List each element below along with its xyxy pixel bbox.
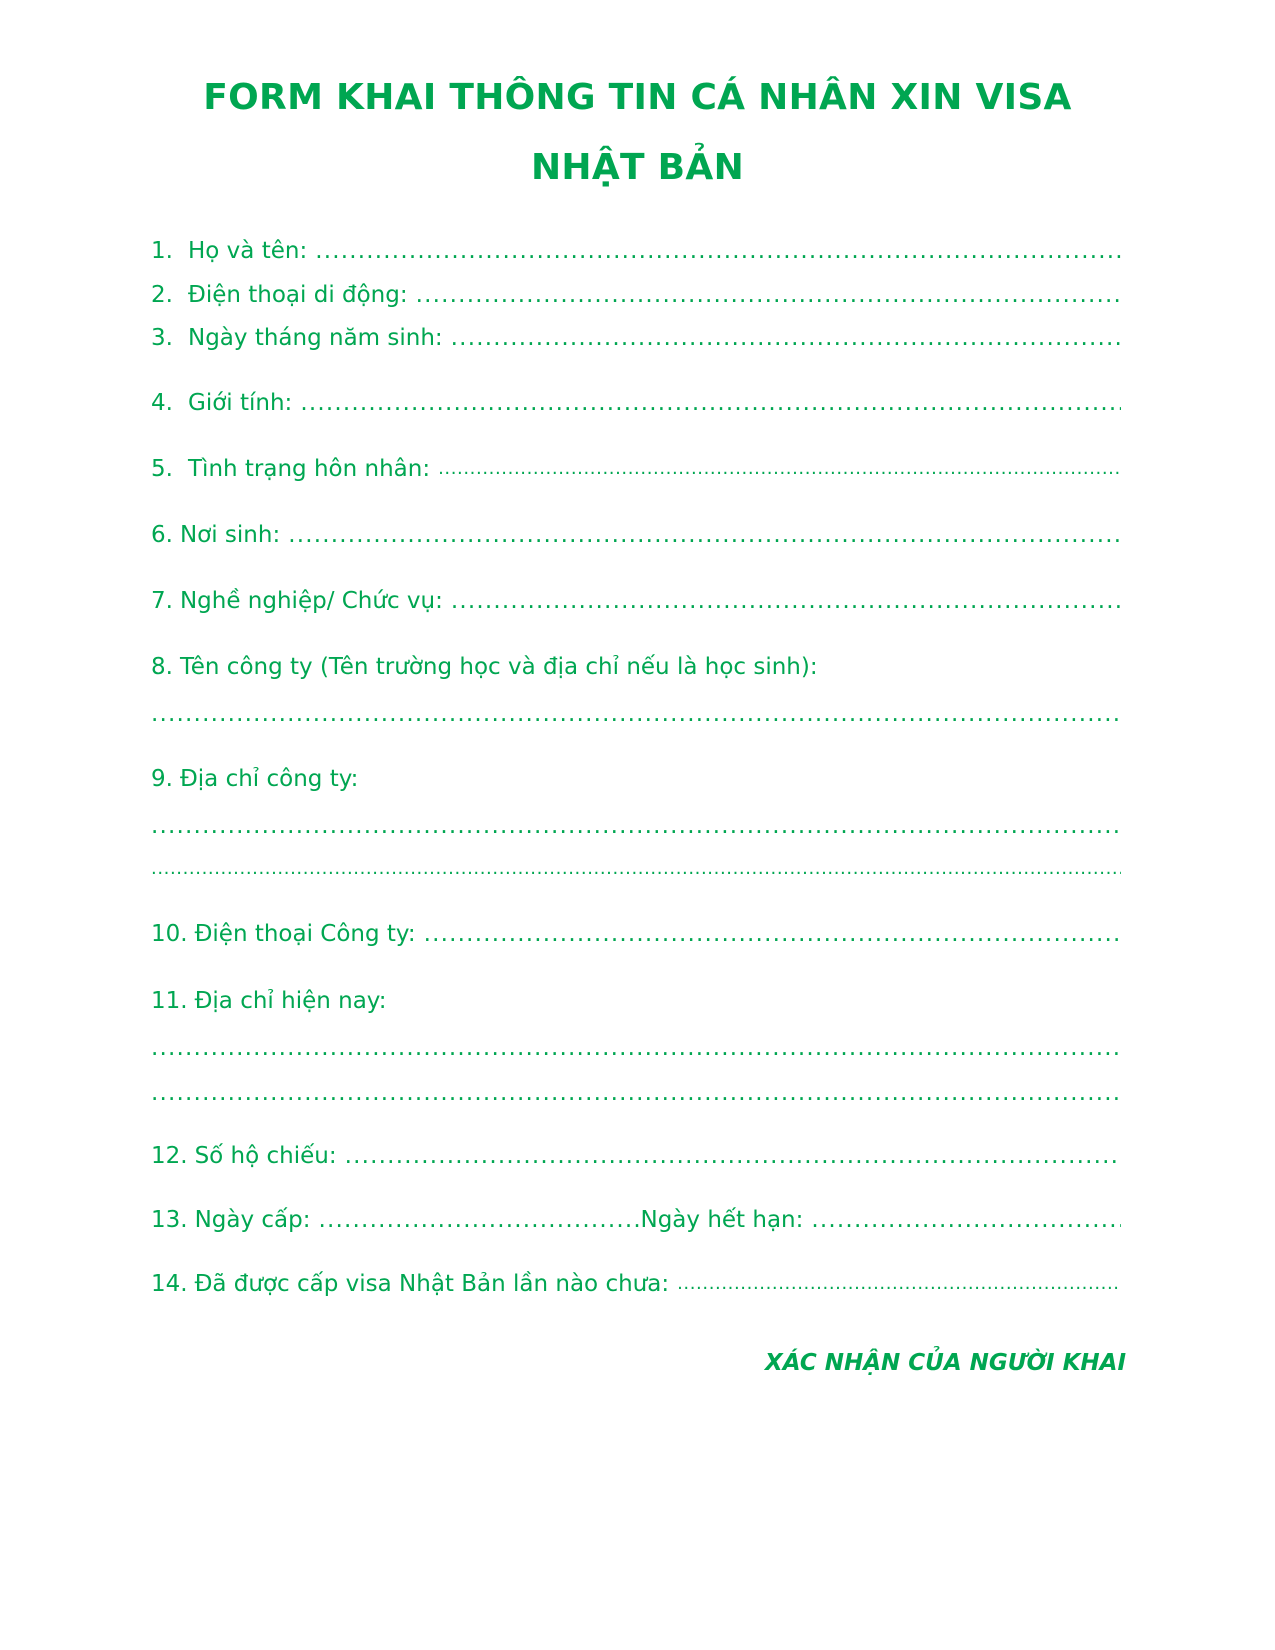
field-label-issue-date: Ngày cấp: <box>194 1207 311 1233</box>
fill-line[interactable] <box>677 1269 1121 1299</box>
field-label: Giới tính: <box>188 390 293 416</box>
fill-line[interactable] <box>151 1033 1121 1063</box>
field-label: Địa chỉ công ty: <box>179 766 359 792</box>
field-current-address <box>151 982 1121 1016</box>
fill-line[interactable] <box>288 520 1121 550</box>
fill-line[interactable] <box>300 388 1121 418</box>
field-label: Điện thoại Công ty: <box>194 921 416 947</box>
fill-line[interactable] <box>451 586 1121 616</box>
field-current-address-line-2 <box>151 1074 1121 1108</box>
field-marital-status <box>151 450 1121 484</box>
field-number: 2. <box>151 282 173 308</box>
field-number: 13. <box>151 1207 188 1233</box>
field-previous-japan-visa <box>151 1265 1121 1299</box>
field-company-address-line-2 <box>151 850 1121 884</box>
field-occupation <box>151 582 1121 616</box>
field-label: Tình trạng hôn nhân: <box>188 456 431 482</box>
fill-line-issue-date[interactable] <box>319 1205 639 1235</box>
fill-line[interactable] <box>451 323 1121 353</box>
field-number: 12. <box>151 1143 188 1169</box>
field-number: 4. <box>151 390 173 416</box>
field-current-address-line-1 <box>151 1029 1121 1063</box>
fill-line[interactable] <box>151 811 1121 841</box>
field-date-of-birth <box>151 319 1121 353</box>
field-label: Số hộ chiếu: <box>194 1143 337 1169</box>
field-full-name <box>151 232 1121 266</box>
field-number: 11. <box>151 988 188 1014</box>
field-label: Địa chỉ hiện nay: <box>194 988 387 1014</box>
field-gender <box>151 384 1121 418</box>
fill-line[interactable] <box>345 1141 1121 1171</box>
field-place-of-birth <box>151 516 1121 550</box>
fill-line[interactable] <box>416 280 1121 310</box>
field-mobile-phone <box>151 276 1121 310</box>
field-company-phone <box>151 915 1121 949</box>
field-number: 14. <box>151 1271 188 1297</box>
field-number: 8. <box>151 654 173 680</box>
field-company-address <box>151 760 1121 794</box>
field-number: 10. <box>151 921 188 947</box>
fill-line[interactable] <box>424 919 1121 949</box>
field-label: Điện thoại di động: <box>188 282 408 308</box>
field-number: 9. <box>151 766 173 792</box>
fill-line-expiry-date[interactable] <box>811 1205 1121 1235</box>
field-label: Họ và tên: <box>188 238 308 264</box>
field-label-expiry-date: Ngày hết hạn: <box>640 1207 804 1233</box>
field-label: Ngày tháng năm sinh: <box>188 325 443 351</box>
fill-line[interactable] <box>151 699 1121 729</box>
field-company-name-line <box>151 695 1121 729</box>
field-label: Nghề nghiệp/ Chức vụ: <box>179 588 443 614</box>
declarant-confirmation-label: XÁC NHẬN CỦA NGƯỜI KHAI <box>765 1350 1126 1376</box>
field-issue-expiry-dates <box>151 1201 1121 1235</box>
form-title-line-2: NHẬT BẢN <box>530 147 745 188</box>
field-label: Tên công ty (Tên trường học và địa chỉ nếu là học sinh): <box>179 654 818 680</box>
form-title-line-1: FORM KHAI THÔNG TIN CÁ NHÂN XIN VISA <box>203 77 1072 118</box>
field-number: 7. <box>151 588 173 614</box>
field-number: 3. <box>151 325 173 351</box>
field-number: 6. <box>151 522 173 548</box>
field-label: Đã được cấp visa Nhật Bản lần nào chưa: <box>194 1271 670 1297</box>
fill-line[interactable] <box>151 854 1121 884</box>
field-company-address-line-1 <box>151 807 1121 841</box>
field-number: 1. <box>151 238 173 264</box>
field-passport-number <box>151 1137 1121 1171</box>
field-company-name <box>151 648 1121 682</box>
fill-line[interactable] <box>438 454 1121 484</box>
fill-line[interactable] <box>315 236 1121 266</box>
field-number: 5. <box>151 456 173 482</box>
fill-line[interactable] <box>151 1078 1121 1108</box>
field-label: Nơi sinh: <box>179 522 281 548</box>
